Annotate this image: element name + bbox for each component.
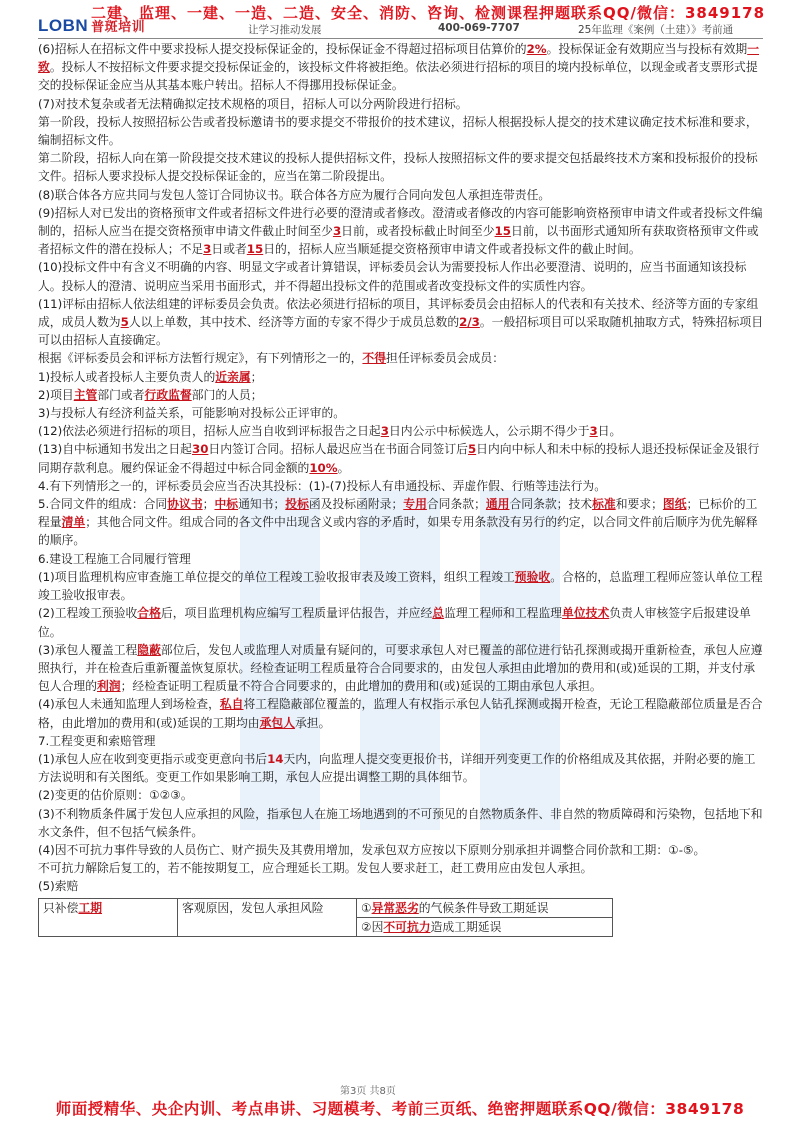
section-5: 5.合同文件的组成：合同协议书；中标通知书；投标函及投标函附录；专用合同条款；通用合同条款；技术标准和要求；图纸；已标价的工程量清单；其他合同文件。组成合同的各文件中出现含义或内容的矛盾时，如果专用条款没有另行的约定，以合同文件前后顺序为优先解释的顺序。 <box>38 497 758 548</box>
section-6-item-2: (2)工程竣工预验收合格后，项目监理机构应编写工程质量评估报告，并应经总监理工程师和工程监理单位技术负责人审核签字后报建设单位。 <box>38 606 751 639</box>
para-7-stage-1: 第一阶段，投标人按照招标公告或者投标邀请书的要求提交不带报价的技术建议，招标人根据投标人提交的技术建议确定技术标准和要求，编制招标文件。 <box>38 114 758 148</box>
section-6-item-3: (3)承包人覆盖工程隐蔽部位后，发包人或监理人对质量有疑问的，可要求承包人对已覆盖的部位进行钻孔探测或揭开重新检查，承包人应遵照执行，并在检查后重新覆盖恢复原状。经检查证明工程质量符合合同要求的，由发包人承担由此增加的费用和(或)延误的工期，并支付承包人合理的利润；经检查证明工程质量不符合合同要求的，由此增加的费用和(或)延误的工期由承包人承担。 <box>38 642 763 694</box>
page-header <box>38 16 763 39</box>
top-promo-banner: 二建、监理、一建、一造、二造、安全、消防、咨询、检测课程押题联系QQ/微信：3849178 <box>90 4 766 22</box>
section-6-item-1: (1)项目监理机构应审查施工单位提交的单位工程竣工验收报审表及竣工资料，组织工程竣工预验收。合格的，总监理工程师应签认单位工程竣工验收报审表。 <box>38 569 763 603</box>
header-slogan: 让学习推动发展 <box>248 24 322 36</box>
page-number: 第3页 共8页 <box>340 1086 396 1097</box>
para-10: (10)投标文件中有含义不明确的内容、明显文字或者计算错误，评标委员会认为需要投标人作出必要澄清、说明的，应当书面通知该投标人。投标人的澄清、说明应当采用书面形式，并不得超出投标文件的范围或者改变投标文件的实质性内容。 <box>38 260 747 293</box>
table-cell-type: 只补偿工期 <box>39 898 178 936</box>
table-cell-case-2: ②因不可抗力造成工期延误 <box>357 917 613 936</box>
section-6-item-4: (4)承包人未通知监理人到场检查，私自将工程隐蔽部位覆盖的，监理人有权指示承包人钻孔探测或揭开检查，无论工程隐蔽部位质量是否合格，由此增加的费用和(或)延误的工期均由承包人承担。 <box>38 697 763 730</box>
table-row <box>39 898 613 917</box>
section-7-item-5: (5)索赔 <box>38 879 79 894</box>
claims-table <box>38 898 613 937</box>
table-cell-case-1: ①异常恶劣的气候条件导致工期延误 <box>357 898 613 917</box>
para-8: (8)联合体各方应共同与发包人签订合同协议书。联合体各方应为履行合同向发包人承担连带责任。 <box>38 187 551 202</box>
list-item-2: 2)项目主管部门或者行政监督部门的人员； <box>38 387 263 402</box>
list-item-3: 3)与投标人有经济利益关系，可能影响对投标公正评审的。 <box>38 406 346 421</box>
para-9: (9)招标人对已发出的资格预审文件或者招标文件进行必要的澄清或者修改。澄清或者修改的内容可能影响资格预审申请文件或者投标文件编制的，招标人应当在提交资格预审申请文件截止时间至少3日前，或者投标截止时间至少15日前，以书面形式通知所有获取资格预审文件或者招标文件的潜在投标人；不足3日或者15日的，招标人应当顺延提交资格预审申请文件或者投标文件的截止时间。 <box>38 205 763 257</box>
section-7-item-4b: 不可抗力解除后复工的，若不能按期复工，应合理延长工期。发包人要求赶工，赶工费用应由发包人承担。 <box>38 861 593 876</box>
para-11: (11)评标由招标人依法组建的评标委员会负责。依法必须进行招标的项目，其评标委员会由招标人的代表和有关技术、经济等方面的专家组成，成员人数为5人以上单数，其中技术、经济等方面的专家不得少于成员总数的2/3。一般招标项目可以采取随机抽取方式，特殊招标项目可以由招标人直接确定。 <box>38 296 764 348</box>
para-6: (6)招标人在招标文件中要求投标人提交投标保证金的，投标保证金不得超过招标项目估算价的2%。投标保证金有效期应当与投标有效期一致。投标人不按招标文件要求提交投标保证金的，该投标文件将被拒绝。依法必须进行招标的项目的境内投标单位，以现金或者支票形式提交的投标保证金应当从其基本账户转出。招标人不得挪用投标保证金。 <box>38 42 759 93</box>
section-7-item-3: (3)不利物质条件属于发包人应承担的风险，指承包人在施工场地遇到的不可预见的自然物质条件、非自然的物质障碍和污染物，包括地下和水文条件，但不包括气候条件。 <box>38 806 763 839</box>
logo-cn-text: 普斑培训 <box>91 19 146 34</box>
section-7-item-2: (2)变更的估价原则：①②③。 <box>38 788 193 803</box>
para-13: (13)自中标通知书发出之日起30日内签订合同。招标人最迟应当在书面合同签订后5日内向中标人和未中标的投标人退还投标保证金及银行同期存款利息。履约保证金不得超过中标合同金额的10%。 <box>38 442 760 475</box>
section-4: 4.有下列情形之一的，评标委员会应当否决其投标：(1)-(7)投标人有串通投标、弄虚作假、行贿等违法行为。 <box>38 478 606 493</box>
header-course-title: 25年监理《案例（土建）》考前通 <box>578 24 734 36</box>
table-cell-reason: 客观原因，发包人承担风险 <box>178 898 357 936</box>
section-7-heading: 7.工程变更和索赔管理 <box>38 733 156 748</box>
para-12: (12)依法必须进行招标的项目，招标人应当自收到评标报告之日起3日内公示中标候选人，公示期不得少于3日。 <box>38 424 622 439</box>
header-phone: 400-069-7707 <box>438 22 520 34</box>
brand-logo <box>38 16 145 36</box>
logo-text: LOBN <box>38 16 89 35</box>
section-7-item-1: (1)承包人应在收到变更指示或变更意向书后14天内，向监理人提交变更报价书，详细开列变更工作的价格组成及其依据，并附必要的施工方法说明和有关图纸。变更工作如果影响工期，承包人应提出调整工期的具体细节。 <box>38 751 756 785</box>
list-item-1: 1)投标人或者投标人主要负责人的近亲属； <box>38 369 263 384</box>
section-6-heading: 6.建设工程施工合同履行管理 <box>38 551 191 566</box>
para-regulation: 根据《评标委员会和评标方法暂行规定》，有下列情形之一的，不得担任评标委员会成员： <box>38 351 505 366</box>
para-7-stage-2: 第二阶段，招标人向在第一阶段提交技术建议的投标人提供招标文件，投标人按照招标文件的要求提交包括最终技术方案和投标报价的投标文件。招标人要求投标人提交投标保证金的，应当在第二阶段提出。 <box>38 151 758 184</box>
para-7: (7)对技术复杂或者无法精确拟定技术规格的项目，招标人可以分两阶段进行招标。 <box>38 96 468 111</box>
bottom-promo-footer: 师面授精华、央企内训、考点串讲、习题模考、考前三页纸、绝密押题联系QQ/微信：3849178 <box>55 1100 745 1118</box>
section-7-item-4: (4)因不可抗力事件导致的人员伤亡、财产损失及其费用增加，发承包双方应按以下原则分别承担并调整合同价款和工期：①-⑤。 <box>38 842 706 857</box>
document-body <box>38 40 763 937</box>
